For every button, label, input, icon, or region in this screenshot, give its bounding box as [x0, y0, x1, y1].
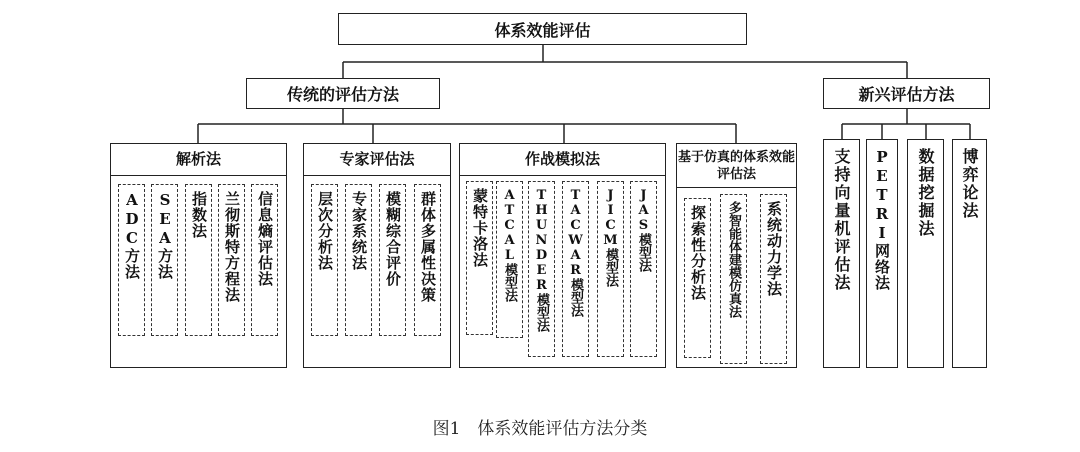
- group-expert-title: 专家评估法: [304, 144, 450, 176]
- method-item-label: 系统动力学法: [765, 201, 783, 297]
- group-analytical-title: 解析法: [111, 144, 286, 176]
- method-item-label: 探索性分析法: [689, 205, 707, 301]
- method-item-label: JICM模型法: [603, 188, 618, 287]
- method-item: [345, 184, 372, 336]
- method-item-label: 信息熵评估法: [256, 191, 274, 287]
- group-combat-simulation: [459, 143, 666, 368]
- method-item-label: 兰彻斯特方程法: [223, 191, 241, 303]
- method-item: [379, 184, 406, 336]
- group-simulation-based-title: 基于仿真的体系效能评估法: [677, 144, 796, 188]
- emerging-item-label: 数据挖掘法: [916, 148, 935, 238]
- method-item: [630, 181, 657, 357]
- method-item-label: 专家系统法: [350, 191, 368, 271]
- method-item: [185, 184, 212, 336]
- group-analytical: [110, 143, 287, 368]
- method-item: [684, 198, 711, 358]
- method-item: [151, 184, 178, 336]
- method-item: [118, 184, 145, 336]
- method-item: [528, 181, 555, 357]
- method-item: [251, 184, 278, 336]
- group-simulation-based: [676, 143, 797, 368]
- method-item-label: 蒙特卡洛法: [471, 188, 489, 268]
- method-item-label: 模糊综合评价: [384, 191, 402, 287]
- method-item-label: ATCAL模型法: [502, 188, 517, 302]
- method-item-label: 指数法: [190, 191, 208, 239]
- emerging-methods-label: 新兴评估方法: [858, 85, 955, 104]
- method-item-label: THUNDER模型法: [534, 188, 549, 332]
- method-item-label: TACWAR模型法: [568, 188, 583, 317]
- method-item: [466, 181, 493, 335]
- method-item: [414, 184, 441, 336]
- root-label: 体系效能评估: [494, 20, 591, 40]
- method-item: [760, 194, 787, 364]
- method-item: [597, 181, 624, 357]
- emerging-item: [823, 139, 860, 368]
- group-expert: [303, 143, 451, 368]
- traditional-methods-label: 传统的评估方法: [286, 85, 399, 104]
- emerging-item: [952, 139, 987, 368]
- emerging-item-label: 支持向量机评估法: [832, 148, 851, 292]
- traditional-methods-node: [246, 78, 440, 109]
- group-combat-simulation-title: 作战模拟法: [460, 144, 665, 176]
- emerging-item: [907, 139, 944, 368]
- root-node: [338, 13, 747, 45]
- figure-caption: 图1 体系效能评估方法分类: [432, 419, 648, 439]
- method-item: [496, 181, 523, 338]
- method-item: [311, 184, 338, 336]
- method-item-label: ADC方法: [123, 191, 141, 280]
- emerging-item-label: 博弈论法: [960, 148, 979, 220]
- emerging-item: [866, 139, 898, 368]
- emerging-methods-node: [823, 78, 990, 109]
- method-item: [720, 194, 747, 364]
- method-item: [218, 184, 245, 336]
- method-item-label: 群体多属性决策: [419, 191, 437, 303]
- method-item-label: 层次分析法: [316, 191, 334, 271]
- method-item-label: SEA方法: [156, 191, 174, 280]
- emerging-item-label: PETRI网络法: [873, 148, 891, 291]
- method-item-label: JAS模型法: [636, 188, 651, 272]
- method-item: [562, 181, 589, 357]
- method-item-label: 多智能体建模仿真法: [726, 201, 741, 318]
